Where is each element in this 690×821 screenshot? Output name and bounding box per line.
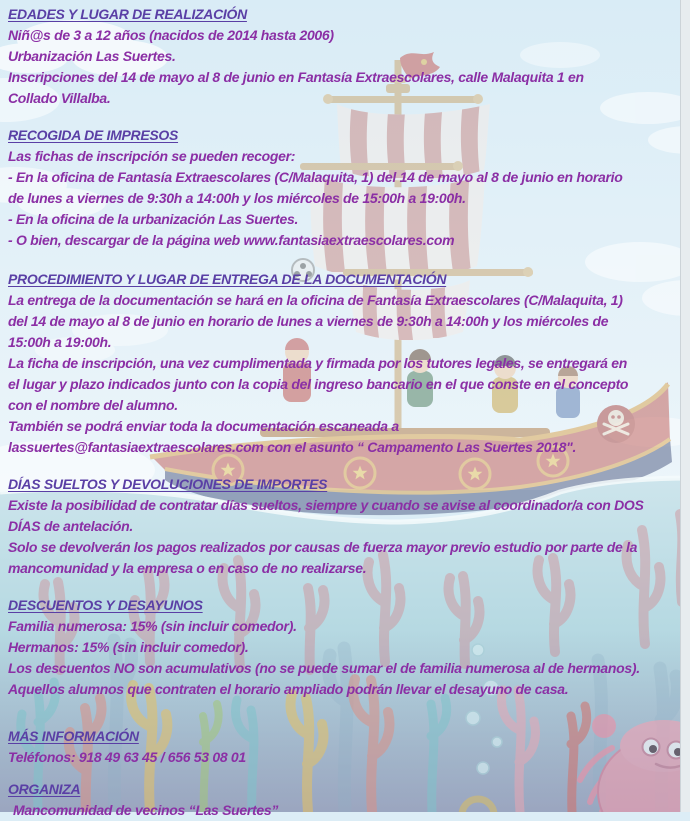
section-dias-sueltos xyxy=(8,474,690,579)
section-heading: DÍAS SUELTOS Y DEVOLUCIONES DE IMPORTES xyxy=(8,476,328,492)
text-line: Solo se devolverán los pagos realizados por causas de fuerza mayor previo estudio por parte de la xyxy=(8,539,638,555)
text-line: Existe la posibilidad de contratar días sueltos, siempre y cuando se avise al coordinador/a con DOS xyxy=(8,497,644,513)
text-line: Las fichas de inscripción se pueden recoger: xyxy=(8,148,296,164)
text-line: Niñ@s de 3 a 12 años (nacidos de 2014 hasta 2006) xyxy=(8,27,334,43)
section-heading: DESCUENTOS Y DESAYUNOS xyxy=(8,597,203,613)
section-procedimiento xyxy=(8,269,690,458)
text-line: Familia numerosa: 15% (sin incluir comedor). xyxy=(8,618,297,634)
section-heading: EDADES Y LUGAR DE REALIZACIÓN xyxy=(8,6,247,22)
section-heading: RECOGIDA DE IMPRESOS xyxy=(8,127,179,143)
text-line: Hermanos: 15% (sin incluir comedor). xyxy=(8,639,249,655)
section-heading: PROCEDIMIENTO Y LUGAR DE ENTREGA DE LA DOCUMENTACIÓN xyxy=(8,271,447,287)
organizer-name: Mancomunidad de vecinos “Las Suertes” xyxy=(13,802,279,818)
section-mas-informacion xyxy=(8,726,690,768)
text-line: Aquellos alumnos que contraten el horario ampliado podrán llevar el desayuno de casa. xyxy=(8,681,569,697)
text-line: - En la oficina de Fantasía Extraescolares (C/Malaquita, 1) del 14 de mayo al 8 de junio en horario xyxy=(8,169,623,185)
text-line: Los descuentos NO son acumulativos (no se puede sumar el de familia numerosa al de hermanos). xyxy=(8,660,640,676)
section-descuentos xyxy=(8,595,690,700)
section-organiza xyxy=(8,779,690,821)
text-line: DÍAS de antelación. xyxy=(8,518,133,534)
text-line: También se podrá enviar toda la documentación escaneada a xyxy=(8,418,399,434)
text-line: - En la oficina de la urbanización Las Suertes. xyxy=(8,211,299,227)
text-line: el lugar y plazo indicados junto con la copia del ingreso bancario en el que conste en el concepto xyxy=(8,376,629,392)
text-line: del 14 de mayo al 8 de junio en horario de lunes a viernes de 9:30h a 14:00h y los miércoles de xyxy=(8,313,609,329)
text-line: - O bien, descargar de la página web www.fantasiaextraescolares.com xyxy=(8,232,455,248)
text-line: La ficha de inscripción, una vez cumplimentada y firmada por los tutores legales, se entregará en xyxy=(8,355,627,371)
section-edades xyxy=(8,4,690,109)
text-line: de lunes a viernes de 9:30h a 14:00h y los miércoles de 15:00h a 19:00h. xyxy=(8,190,466,206)
text-line: Urbanización Las Suertes. xyxy=(8,48,176,64)
text-line: Inscripciones del 14 de mayo al 8 de junio en Fantasía Extraescolares, calle Malaquita 1 en xyxy=(8,69,584,85)
text-line: con el nombre del alumno. xyxy=(8,397,178,413)
phone-numbers: Teléfonos: 918 49 63 45 / 656 53 08 01 xyxy=(8,749,246,765)
section-recogida xyxy=(8,125,690,251)
text-line: Collado Villalba. xyxy=(8,90,111,106)
section-heading: MÁS INFORMACIÓN xyxy=(8,728,139,744)
text-line: La entrega de la documentación se hará en la oficina de Fantasía Extraescolares (C/Malaquita, 1) xyxy=(8,292,623,308)
text-line: lassuertes@fantasiaextraescolares.com con el asunto “ Campamento Las Suertes 2018". xyxy=(8,439,577,455)
section-heading: ORGANIZA xyxy=(8,781,81,797)
text-line: mancomunidad y la empresa o en caso de no realizarse. xyxy=(8,560,367,576)
text-line: 15:00h a 19:00h. xyxy=(8,334,112,350)
